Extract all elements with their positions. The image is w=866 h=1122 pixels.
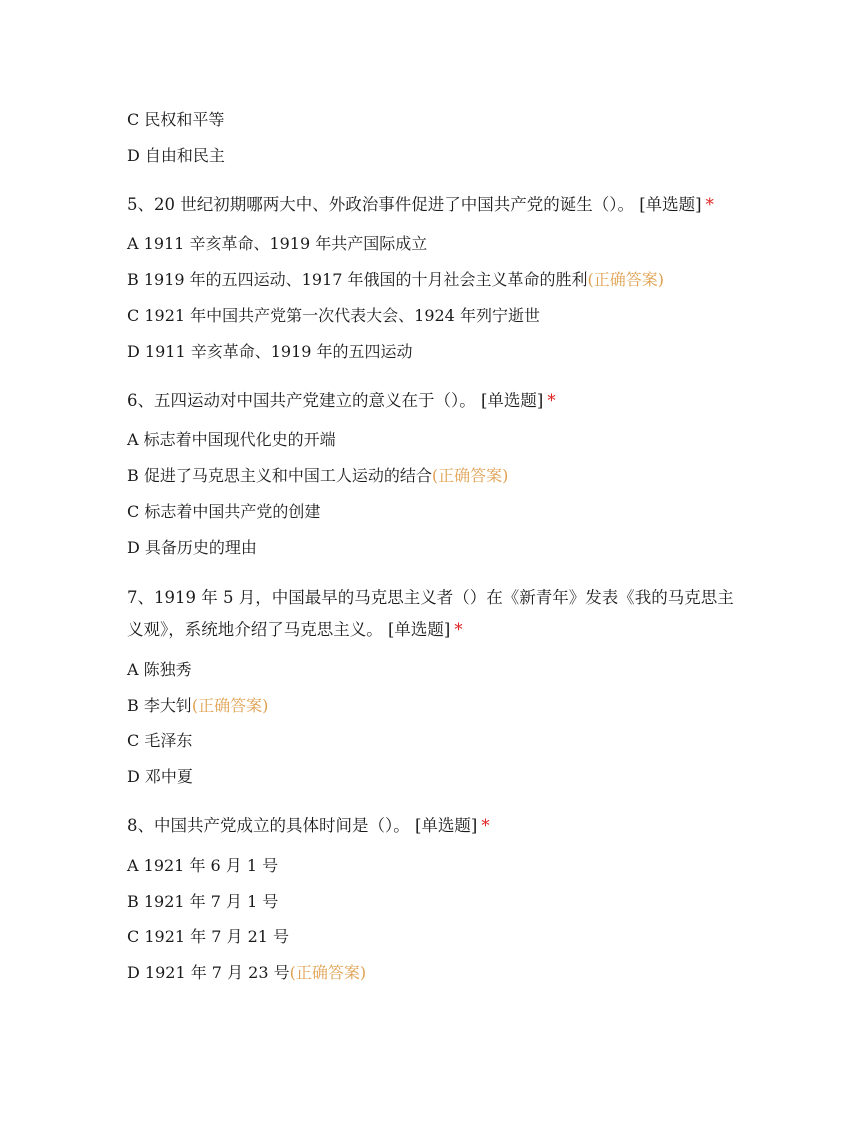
- question-6-option-c: [127, 502, 320, 522]
- correct-answer-label: (正确答案): [587, 270, 664, 289]
- question-7-prompt-line1: [127, 588, 734, 608]
- question-6-option-b: [127, 466, 508, 486]
- question-text: 8、中国共产党成立的具体时间是（）。 [单选题]: [127, 816, 478, 835]
- option-c-prev: [127, 110, 224, 130]
- required-mark: *: [547, 391, 556, 410]
- option-text: C 民权和平等: [127, 110, 225, 129]
- option-text: D 1921 年 7 月 23 号: [127, 963, 290, 982]
- option-text: D 1911 辛亥革命、1919 年的五四运动: [127, 342, 413, 361]
- question-6-option-a: [127, 430, 336, 450]
- question-6-prompt: [127, 391, 556, 411]
- question-text: 义观》，系统地介绍了马克思主义。 [单选题]: [127, 620, 451, 639]
- question-7-option-a: [127, 660, 192, 680]
- correct-answer-label: (正确答案): [289, 963, 367, 982]
- option-text: B 促进了马克思主义和中国工人运动的结合: [127, 466, 432, 485]
- correct-answer-label: (正确答案): [191, 696, 269, 715]
- correct-answer-label: (正确答案): [431, 466, 509, 485]
- option-text: D 自由和民主: [127, 146, 225, 165]
- option-text: D 邓中夏: [127, 767, 193, 786]
- option-text: B 李大钊: [127, 696, 192, 715]
- question-7-option-c: [127, 731, 192, 751]
- option-text: C 标志着中国共产党的创建: [127, 502, 321, 521]
- option-text: A 1911 辛亥革命、1919 年共产国际成立: [127, 234, 428, 253]
- question-5-option-a: [127, 234, 427, 254]
- required-mark: *: [454, 620, 463, 639]
- question-8-prompt: [127, 816, 490, 836]
- required-mark: *: [481, 816, 490, 835]
- option-text: A 1921 年 6 月 1 号: [127, 856, 279, 875]
- question-5-prompt: [127, 195, 714, 215]
- question-8-option-a: [127, 856, 278, 876]
- question-7-option-d: [127, 767, 193, 787]
- option-text: B 1921 年 7 月 1 号: [127, 892, 279, 911]
- option-text: C 1921 年中国共产党第一次代表大会、1924 年列宁逝世: [127, 306, 540, 325]
- question-7-prompt-line2: [127, 620, 463, 640]
- required-mark: *: [705, 195, 714, 214]
- question-text: 7、1919 年 5 月，中国最早的马克思主义者（）在《新青年》发表《我的马克思主: [127, 588, 734, 607]
- question-8-option-c: [127, 927, 289, 947]
- question-8-option-b: [127, 892, 278, 912]
- option-text: B 1919 年的五四运动、1917 年俄国的十月社会主义革命的胜利: [127, 270, 588, 289]
- question-5-option-d: [127, 342, 413, 362]
- question-text: 6、五四运动对中国共产党建立的意义在于（）。 [单选题]: [127, 391, 544, 410]
- question-5-option-c: [127, 306, 540, 326]
- option-text: D 具备历史的理由: [127, 538, 257, 557]
- question-8-option-d: [127, 963, 366, 983]
- option-text: A 陈独秀: [127, 660, 192, 679]
- option-text: C 1921 年 7 月 21 号: [127, 927, 290, 946]
- option-text: A 标志着中国现代化史的开端: [127, 430, 336, 449]
- option-text: C 毛泽东: [127, 731, 193, 750]
- question-text: 5、20 世纪初期哪两大中、外政治事件促进了中国共产党的诞生（）。 [单选题]: [127, 195, 702, 214]
- question-7-option-b: [127, 696, 268, 716]
- question-5-option-b: [127, 270, 664, 290]
- question-6-option-d: [127, 538, 257, 558]
- option-d-prev: [127, 146, 225, 166]
